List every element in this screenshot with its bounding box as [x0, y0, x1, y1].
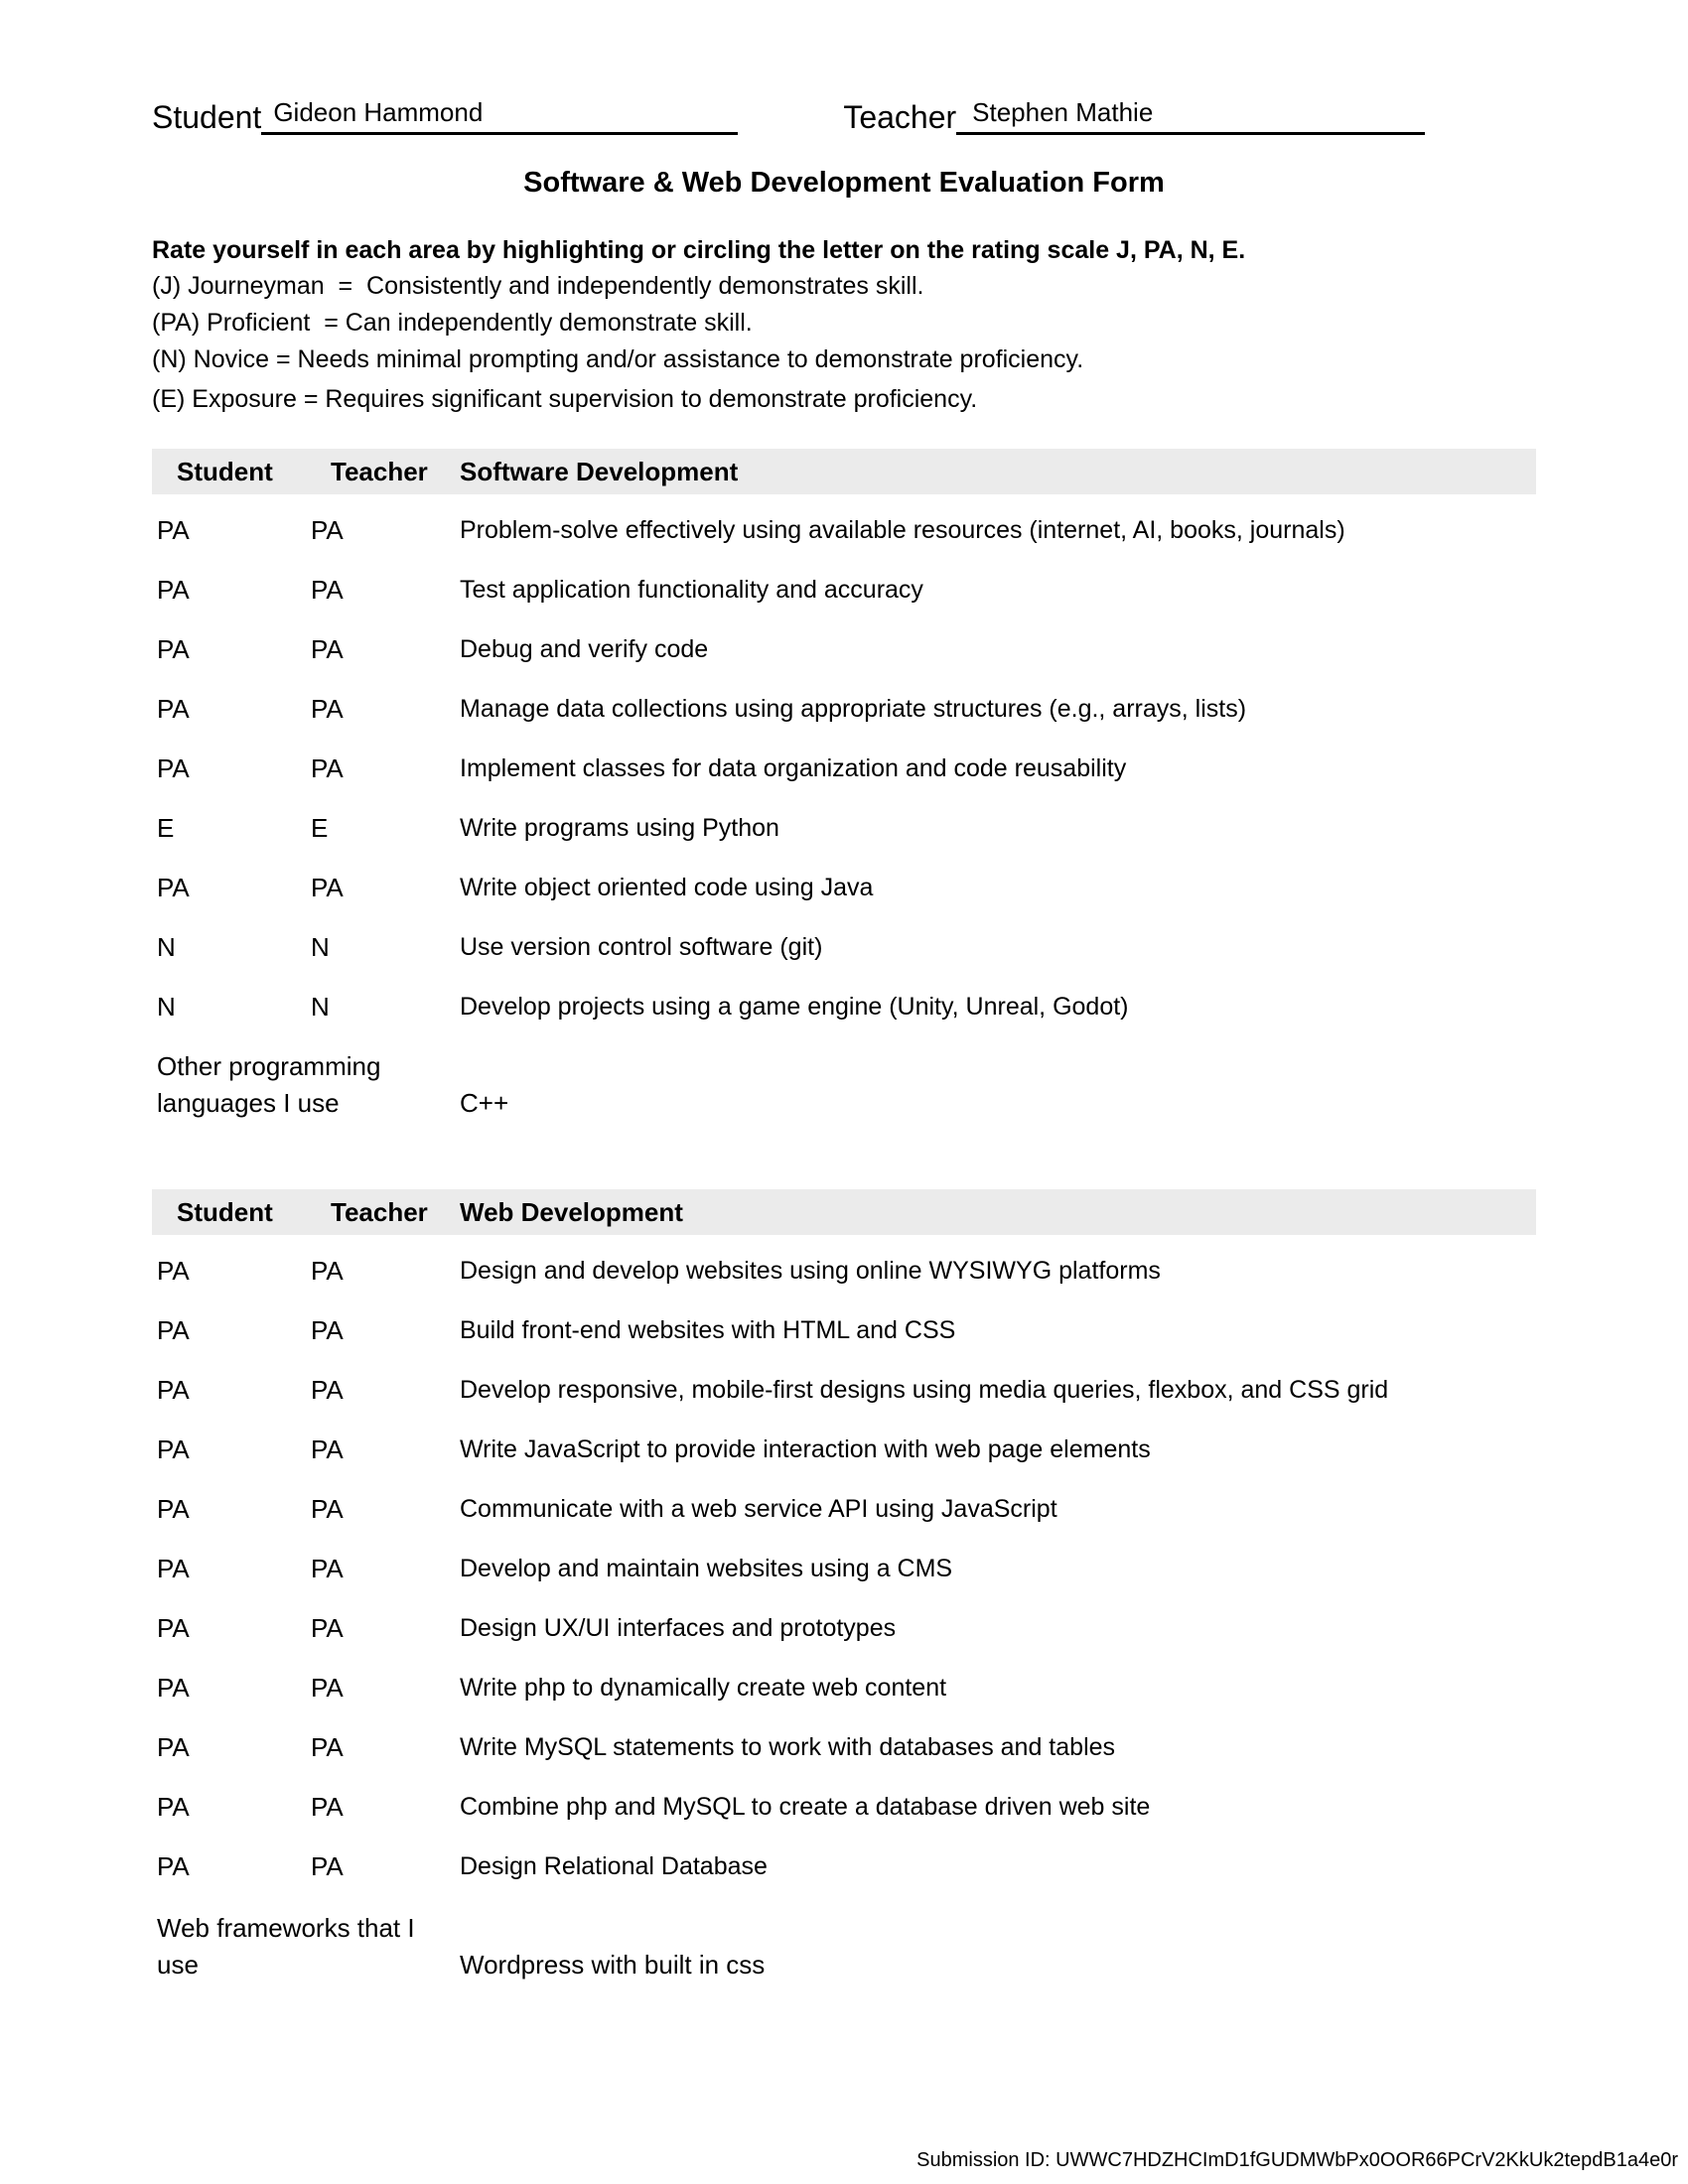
rating-row: [152, 1837, 1536, 1896]
other-languages-value: C++: [460, 1088, 509, 1118]
skill-description: Test application functionality and accuracy: [460, 575, 923, 604]
teacher-rating: PA: [311, 1374, 344, 1405]
skill-description: Manage data collections using appropriate structures (e.g., arrays, lists): [460, 694, 1247, 723]
form-title: Software & Web Development Evaluation Form: [523, 167, 1165, 199]
teacher-rating: N: [311, 991, 330, 1022]
rating-row: [152, 560, 1536, 619]
software-table-body: [152, 494, 1536, 1036]
web-development-table: [152, 1189, 1536, 1983]
teacher-rating: PA: [311, 1314, 344, 1345]
skill-description: Debug and verify code: [460, 634, 709, 663]
student-rating: PA: [157, 633, 190, 664]
column-header-web-development: Web Development: [460, 1196, 683, 1227]
teacher-rating: PA: [311, 752, 344, 783]
student-rating: PA: [157, 693, 190, 724]
rating-row: [152, 1598, 1536, 1658]
skill-description: Write MySQL statements to work with databases and tables: [460, 1732, 1116, 1761]
instructions-heading: Rate yourself in each area by highlighting or circling the letter on the rating scale J, PA, N, E.: [152, 236, 1246, 264]
teacher-rating: PA: [311, 1553, 344, 1583]
skill-description: Write php to dynamically create web content: [460, 1673, 947, 1702]
skill-description: Problem-solve effectively using available resources (internet, AI, books, journals): [460, 515, 1345, 544]
scale-line-journeyman: (J) Journeyman = Consistently and independently demonstrates skill.: [152, 272, 924, 300]
student-name: Gideon Hammond: [273, 97, 484, 127]
rating-row: [152, 1479, 1536, 1539]
teacher-rating: N: [311, 931, 330, 962]
teacher-label: Teacher: [843, 99, 957, 135]
student-rating: N: [157, 931, 176, 962]
scale-line-exposure: (E) Exposure = Requires significant supervision to demonstrate proficiency.: [152, 385, 978, 413]
rating-row: [152, 1717, 1536, 1777]
rating-row: [152, 1420, 1536, 1479]
skill-description: Design and develop websites using online WYSIWYG platforms: [460, 1256, 1161, 1285]
skill-description: Use version control software (git): [460, 932, 823, 961]
web-table-header: [152, 1189, 1536, 1235]
student-rating: PA: [157, 1433, 190, 1464]
web-frameworks-row: [152, 1910, 1536, 1983]
skill-description: Combine php and MySQL to create a database driven web site: [460, 1792, 1151, 1821]
student-rating: PA: [157, 1374, 190, 1405]
rating-row: [152, 1300, 1536, 1360]
student-rating: PA: [157, 514, 190, 545]
form-header: [152, 91, 1536, 135]
skill-description: Design Relational Database: [460, 1851, 768, 1880]
rating-row: [152, 858, 1536, 917]
teacher-rating: E: [311, 812, 329, 843]
column-header-teacher: Teacher: [331, 1196, 428, 1227]
skill-description: Design UX/UI interfaces and prototypes: [460, 1613, 897, 1642]
teacher-rating: PA: [311, 1672, 344, 1703]
student-rating: N: [157, 991, 176, 1022]
rating-row: [152, 1241, 1536, 1300]
student-rating: PA: [157, 1791, 190, 1822]
skill-description: Develop projects using a game engine (Unity, Unreal, Godot): [460, 992, 1129, 1021]
scale-line-novice: (N) Novice = Needs minimal prompting and/or assistance to demonstrate proficiency.: [152, 345, 1084, 373]
scale-line-proficient: (PA) Proficient = Can independently demonstrate skill.: [152, 309, 753, 337]
teacher-rating: PA: [311, 633, 344, 664]
teacher-rating: PA: [311, 1791, 344, 1822]
teacher-rating: PA: [311, 1433, 344, 1464]
teacher-name: Stephen Mathie: [972, 97, 1154, 127]
teacher-rating: PA: [311, 872, 344, 902]
rating-row: [152, 619, 1536, 679]
column-header-software-development: Software Development: [460, 456, 739, 486]
student-rating: PA: [157, 1731, 190, 1762]
student-rating: PA: [157, 1672, 190, 1703]
student-rating: E: [157, 812, 175, 843]
student-rating: PA: [157, 872, 190, 902]
submission-id: Submission ID: UWWC7HDZHCImD1fGUDMWbPx0OOR66PCrV2KkUk2tepdB1a4e0r: [916, 2149, 1678, 2171]
skill-description: Develop and maintain websites using a CMS: [460, 1554, 953, 1582]
skill-description: Develop responsive, mobile-first designs using media queries, flexbox, and CSS grid: [460, 1375, 1389, 1404]
web-frameworks-label: Web frameworks that I use: [157, 1913, 415, 1979]
software-development-table: [152, 449, 1536, 1122]
other-languages-label: Other programming languages I use: [157, 1051, 381, 1118]
student-rating: PA: [157, 1255, 190, 1286]
student-rating: PA: [157, 1612, 190, 1643]
student-rating: PA: [157, 1314, 190, 1345]
teacher-name-field: [956, 93, 1425, 135]
rating-row: [152, 977, 1536, 1036]
rating-row: [152, 739, 1536, 798]
teacher-rating: PA: [311, 693, 344, 724]
web-table-body: [152, 1235, 1536, 1896]
student-rating: PA: [157, 1850, 190, 1881]
rating-row: [152, 500, 1536, 560]
rating-instructions: [152, 232, 1536, 418]
software-table-header: [152, 449, 1536, 494]
rating-row: [152, 1658, 1536, 1717]
student-rating: PA: [157, 574, 190, 605]
teacher-rating: PA: [311, 1731, 344, 1762]
rating-row: [152, 798, 1536, 858]
rating-row: [152, 1360, 1536, 1420]
skill-description: Write programs using Python: [460, 813, 779, 842]
student-rating: PA: [157, 1553, 190, 1583]
rating-row: [152, 1539, 1536, 1598]
skill-description: Write object oriented code using Java: [460, 873, 874, 901]
student-name-field: [261, 93, 738, 135]
rating-row: [152, 917, 1536, 977]
column-header-student: Student: [177, 1196, 273, 1227]
skill-description: Communicate with a web service API using JavaScript: [460, 1494, 1057, 1523]
skill-description: Implement classes for data organization and code reusability: [460, 753, 1127, 782]
other-languages-row: [152, 1048, 1536, 1122]
column-header-teacher: Teacher: [331, 456, 428, 486]
rating-row: [152, 1777, 1536, 1837]
column-header-student: Student: [177, 456, 273, 486]
skill-description: Build front-end websites with HTML and CSS: [460, 1315, 956, 1344]
student-rating: PA: [157, 752, 190, 783]
teacher-rating: PA: [311, 1493, 344, 1524]
teacher-rating: PA: [311, 1850, 344, 1881]
teacher-rating: PA: [311, 1612, 344, 1643]
student-label: Student: [152, 99, 262, 135]
teacher-rating: PA: [311, 514, 344, 545]
web-frameworks-value: Wordpress with built in css: [460, 1950, 766, 1979]
rating-row: [152, 679, 1536, 739]
teacher-rating: PA: [311, 574, 344, 605]
teacher-rating: PA: [311, 1255, 344, 1286]
skill-description: Write JavaScript to provide interaction with web page elements: [460, 1434, 1151, 1463]
student-rating: PA: [157, 1493, 190, 1524]
